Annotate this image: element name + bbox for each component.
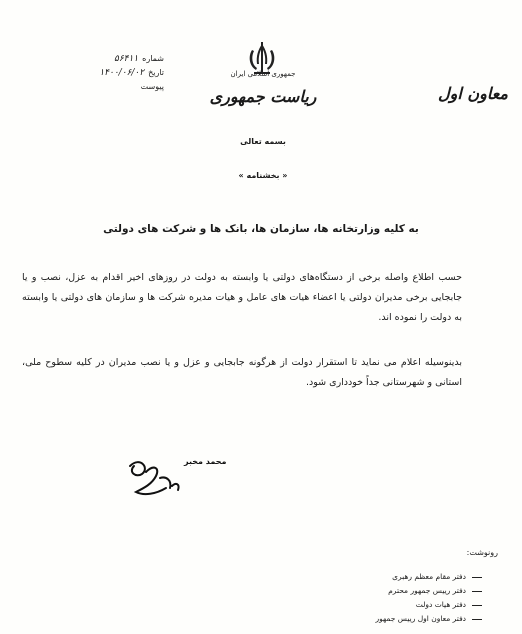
signature (120, 448, 227, 508)
dash-icon (472, 619, 482, 620)
number-row (24, 52, 164, 66)
cc-item (375, 598, 482, 612)
circular-label: « بخشنامه » (238, 171, 288, 180)
date-label: تاریخ (148, 68, 164, 77)
issuer-title: معاون اول (437, 84, 508, 103)
cc-item-label: دفتر هیات دولت (415, 600, 466, 609)
letter-metadata (24, 52, 164, 94)
number-label: شماره (142, 54, 164, 63)
cc-list (375, 570, 482, 626)
attachment-label: پیوست (140, 82, 164, 91)
cc-item (375, 570, 482, 584)
date-value: ۱۴۰۰/۰۶/۰۲ (99, 68, 145, 78)
basmala: بسمه تعالی (240, 137, 286, 146)
attachment-row (24, 80, 164, 94)
dash-icon (472, 591, 482, 592)
body-paragraph-2: بدینوسیله اعلام می نماید تا استقرار دولت از هرگونه جابجایی و عزل و یا نصب مدیران در کلیه سطوح ملی، استانی و شهرستانی جداً خودداری شود. (22, 357, 462, 388)
body-paragraph-1: حسب اطلاع واصله برخی از دستگاه‌های دولتی یا وابسته به دولت در روزهای اخیر اقدام به عزل، نصب و یا جابجایی برخی مدیران دولتی یا اعضاء هیات های عامل و هیات مدیره شرکت ها و سازمان های دولتی یا وابسته به دولت را نموده اند. (22, 272, 462, 323)
presidency-heading: ریاست جمهوری (209, 87, 317, 106)
number-value: ۵۶۴۱۱ (114, 54, 139, 64)
cc-item (375, 584, 482, 598)
cc-item-label: دفتر رییس جمهور محترم (388, 586, 466, 595)
republic-subheading: جمهوری اسلامی ایران (230, 70, 296, 78)
dash-icon (472, 605, 482, 606)
cc-title: رونوشت: (466, 548, 498, 557)
dash-icon (472, 577, 482, 578)
cc-item (375, 612, 482, 626)
date-row (24, 66, 164, 80)
cc-item-label: دفتر معاون اول رییس جمهور (375, 614, 466, 623)
cc-item-label: دفتر مقام معظم رهبری (392, 572, 466, 581)
addressee-line: به کلیه وزارتخانه ها، سازمان ها، بانک ها و شرکت های دولتی (103, 223, 419, 235)
signatory-name: محمد مخبر (184, 457, 227, 466)
